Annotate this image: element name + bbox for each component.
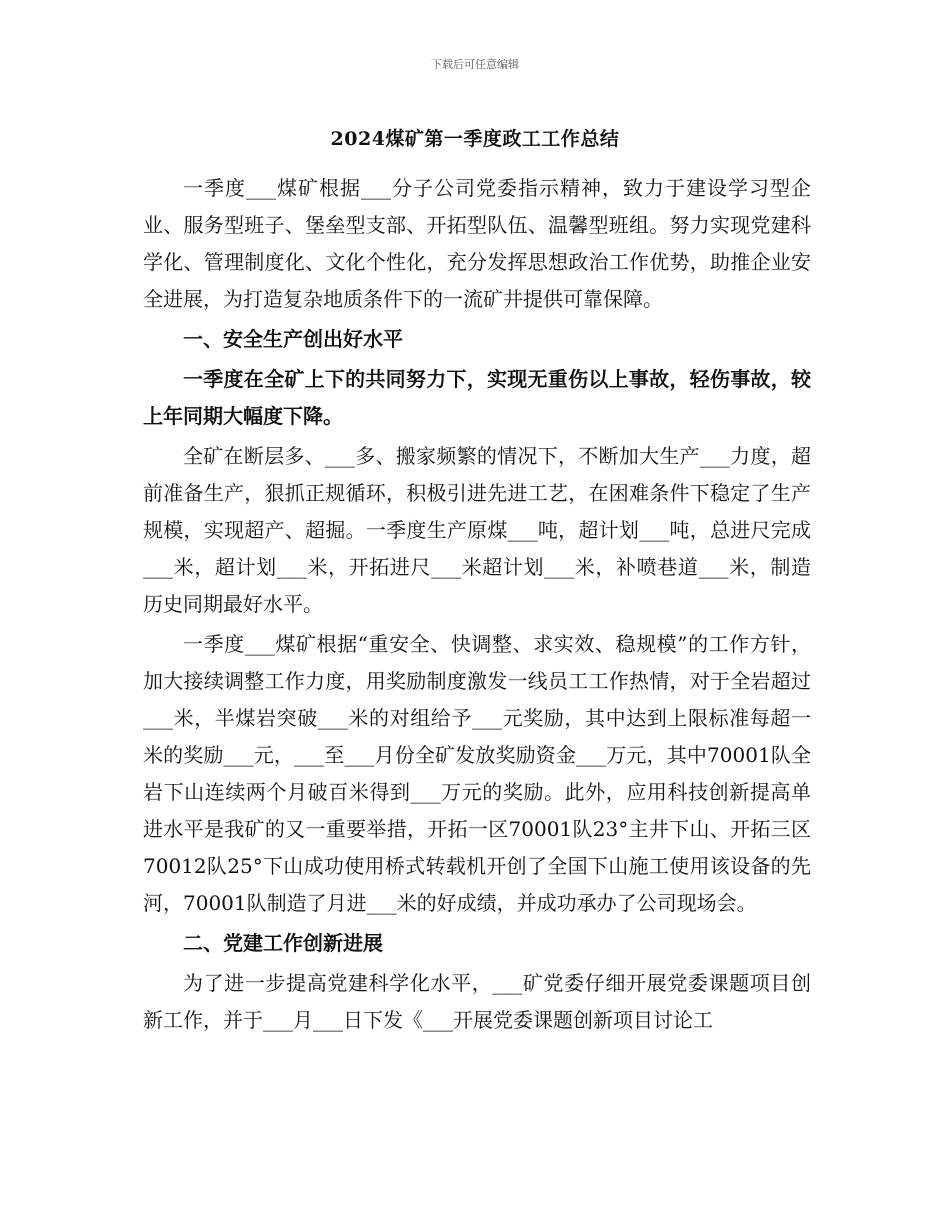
section-heading-safety: 一、安全生产创出好水平: [183, 327, 403, 351]
document-title: 2024煤矿第一季度政工工作总结: [330, 128, 620, 150]
safety-summary-paragraph: 一季度在全矿上下的共同努力下，实现无重伤以上事故，轻伤事故，较上年同期大幅度下降。: [143, 367, 811, 428]
party-paragraph: 为了进一步提高党建科学化水平，___矿党委仔细开展党委课题项目创新工作，并于___月___日下发《___开展党委课题创新项目讨论工: [143, 971, 811, 1032]
intro-paragraph: 一季度___煤矿根据___分子公司党委指示精神，致力于建设学习型企业、服务型班子、堡垒型支部、开拓型队伍、温馨型班组。努力实现党建科学化、管理制度化、文化个性化，充分发挥思想政治工作优势，助推企业安全进展，为打造复杂地质条件下的一流矿井提供可靠保障。: [143, 176, 811, 311]
incentive-paragraph: 一季度___煤矿根据“重安全、快调整、求实效、稳规模”的工作方针，加大接续调整工作力度，用奖励制度激发一线员工工作热情，对于全岩超过___米，半煤岩突破___米的对组给予___元奖励，其中达到上限标准每超一米的奖励___元，___至___月份全矿发放奖励资金___万元，其中70001队全岩下山连续两个月破百米得到___万元的奖励。此外，应用科技创新提高单进水平是我矿的又一重要举措，开拓一区70001队23°主井下山、开拓三区70012队25°下山成功使用桥式转载机开创了全国下山施工使用该设备的先河，70001队制造了月进___米的好成绩，并成功承办了公司现场会。: [143, 632, 811, 915]
page-header: 下载后可任意编辑: [431, 58, 519, 71]
document-body: [143, 170, 811, 1039]
section-heading-party: 二、党建工作创新进展: [183, 931, 383, 955]
production-paragraph: 全矿在断层多、___多、搬家频繁的情况下，不断加大生产___力度，超前准备生产，狠抓正规循环，积极引进先进工艺，在困难条件下稳定了生产规模，实现超产、超掘。一季度生产原煤___吨，超计划___吨，总进尺完成___米，超计划___米，开拓进尺___米超计划___米，补喷巷道___米，制造历史同期最好水平。: [143, 444, 811, 616]
